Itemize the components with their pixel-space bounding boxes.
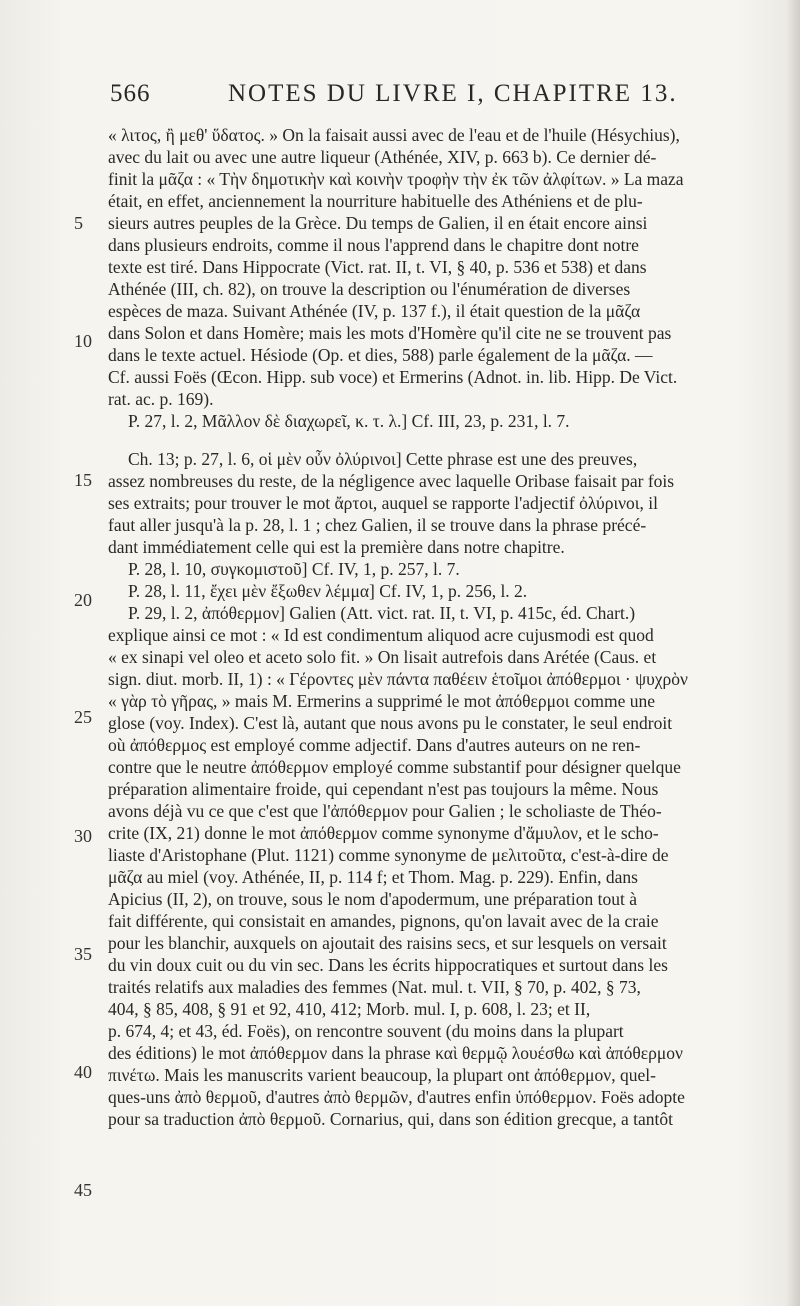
text-line: pour sa traduction ἀπὸ θερμοῦ. Cornarius, qui, dans son édition grecque, a tantôt: [108, 1109, 673, 1129]
text-line: était, en effet, anciennement la nourriture habituelle des Athéniens et de plu-: [108, 191, 643, 211]
text-line: avons déjà vu ce que c'est que l'ἀπόθερμον pour Galien ; le scholiaste de Théo-: [108, 801, 662, 821]
line-number: 45: [74, 1180, 92, 1200]
text-line: dans le texte actuel. Hésiode (Op. et dies, 588) parle également de la μᾶζα. —: [108, 345, 653, 365]
text-line: Cf. aussi Foës (Œcon. Hipp. sub voce) et Ermerins (Adnot. in. lib. Hipp. De Vict.: [108, 367, 678, 387]
line-number: 5: [74, 213, 83, 233]
notes-text: [108, 124, 774, 1152]
text-line: liaste d'Aristophane (Plut. 1121) comme synonyme de μελιτοῦτα, c'est-à-dire de: [108, 845, 669, 865]
line-number: 10: [74, 331, 92, 351]
text-line: Apicius (II, 2), on trouve, sous le nom d'apodermum, une préparation tout à: [108, 889, 637, 909]
text-line: μᾶζα au miel (voy. Athénée, II, p. 114 f; et Thom. Mag. p. 229). Enfin, dans: [108, 867, 638, 887]
text-line: contre que le neutre ἀπόθερμον employé comme substantif pour désigner quelque: [108, 757, 681, 777]
line-number: 20: [74, 590, 92, 610]
page-number: 566: [110, 80, 151, 107]
line-number: 40: [74, 1062, 92, 1082]
line-number: 25: [74, 707, 92, 727]
text-line: « γὰρ τὸ γῆρας, » mais M. Ermerins a supprimé le mot ἀπόθερμοι comme une: [108, 691, 655, 711]
text-line: texte est tiré. Dans Hippocrate (Vict. rat. II, t. VI, § 40, p. 536 et 538) et dans: [108, 257, 647, 277]
text-line: espèces de maza. Suivant Athénée (IV, p. 137 f.), il était question de la μᾶζα: [108, 301, 641, 321]
page-header: [110, 80, 750, 114]
text-line: sieurs autres peuples de la Grèce. Du temps de Galien, il en était encore ainsi: [108, 213, 648, 233]
text-line: P. 29, l. 2, ἀπόθερμον] Galien (Att. vict. rat. II, t. VI, p. 415c, éd. Chart.): [128, 603, 636, 623]
text-line: du vin doux cuit ou du vin sec. Dans les écrits hippocratiques et surtout dans les: [108, 955, 668, 975]
text-line: assez nombreuses du reste, de la négligence avec laquelle Oribase faisait par fois: [108, 471, 675, 491]
text-line: rat. ac. p. 169).: [108, 389, 214, 409]
text-line: sign. diut. morb. II, 1) : « Γέροντες μὲν πάντα παθέειν ἑτοῖμοι ἀπόθερμοι · ψυχρὸν: [108, 669, 688, 689]
text-line: explique ainsi ce mot : « Id est condimentum aliquod acre cujusmodi est quod: [108, 625, 654, 645]
text-line: ques-uns ἀπὸ θερμοῦ, d'autres ἀπὸ θερμῶν, d'autres enfin ὑπόθερμον. Foës adopte: [108, 1087, 685, 1107]
line-number: 30: [74, 826, 92, 846]
text-line: où ἀπόθερμος est employé comme adjectif. Dans d'autres auteurs on ne ren-: [108, 735, 641, 755]
page-edge-shadow: [786, 0, 800, 1306]
text-line: faut aller jusqu'à la p. 28, l. 1 ; chez Galien, il se trouve dans la phrase précé-: [108, 515, 647, 535]
text-line: Ch. 13; p. 27, l. 6, οἱ μὲν οὖν ὀλύρινοι] Cette phrase est une des preuves,: [128, 449, 638, 469]
line-number: 35: [74, 944, 92, 964]
running-title: NOTES DU LIVRE I, CHAPITRE 13.: [228, 80, 678, 107]
text-line: P. 28, l. 10, συγκομιστοῦ] Cf. IV, 1, p. 257, l. 7.: [128, 559, 460, 579]
text-line: avec du lait ou avec une autre liqueur (Athénée, XIV, p. 663 b). Ce dernier dé-: [108, 147, 657, 167]
text-line: πινέτω. Mais les manuscrits varient beaucoup, la plupart ont ἀπόθερμον, quel-: [108, 1065, 656, 1085]
text-line: préparation alimentaire froide, qui cependant n'est pas toujours la même. Nous: [108, 779, 659, 799]
text-line: crite (IX, 21) donne le mot ἀπόθερμον comme synonyme d'ἄμυλον, et le scho-: [108, 823, 659, 843]
text-line: ses extraits; pour trouver le mot ἄρτοι, auquel se rapporte l'adjectif ὀλύρινοι, il: [108, 493, 658, 513]
text-line: des éditions) le mot ἀπόθερμον dans la phrase καὶ θερμῷ λουέσθω καὶ ἀπόθερμον: [108, 1043, 683, 1063]
text-line: p. 674, 4; et 43, éd. Foës), on rencontre souvent (du moins dans la plupart: [108, 1021, 624, 1041]
text-line: pour les blanchir, auxquels on ajoutait des raisins secs, et sur lesquels on versait: [108, 933, 667, 953]
text-line: « ex sinapi vel oleo et aceto solo fit. » On lisait autrefois dans Arétée (Caus. et: [108, 647, 657, 667]
line-number: 15: [74, 470, 92, 490]
text-line: traités relatifs aux maladies des femmes (Nat. mul. t. VII, § 70, p. 402, § 73,: [108, 977, 641, 997]
text-line: [108, 1130, 774, 1152]
text-line: fait différente, qui consistait en amandes, pignons, qu'on lavait avec de la craie: [108, 911, 659, 931]
text-line: 404, § 85, 408, § 91 et 92, 410, 412; Morb. mul. I, p. 608, l. 23; et II,: [108, 999, 591, 1019]
text-line: dans Solon et dans Homère; mais les mots d'Homère qu'il cite ne se trouvent pas: [108, 323, 672, 343]
text-line: P. 27, l. 2, Μᾶλλον δὲ διαχωρεῖ, κ. τ. λ.] Cf. III, 23, p. 231, l. 7.: [128, 411, 570, 431]
text-line: dant immédiatement celle qui est la première dans notre chapitre.: [108, 537, 565, 557]
text-line: dans plusieurs endroits, comme il nous l'apprend dans le chapitre dont notre: [108, 235, 639, 255]
text-line: Athénée (III, ch. 82), on trouve la description ou l'énumération de diverses: [108, 279, 631, 299]
text-line: finit la μᾶζα : « Τὴν δημοτικὴν καὶ κοινὴν τροφὴν τὴν ἐκ τῶν ἀλφίτων. » La maza: [108, 169, 684, 189]
text-line: P. 28, l. 11, ἔχει μὲν ἔξωθεν λέμμα] Cf. IV, 1, p. 256, l. 2.: [128, 581, 528, 601]
text-line: glose (voy. Index). C'est là, autant que nous avons pu le constater, le seul endroit: [108, 713, 673, 733]
text-line: « λιτος, ἢ μεθ' ὕδατος. » On la faisait aussi avec de l'eau et de l'huile (Hésychius),: [108, 125, 680, 145]
